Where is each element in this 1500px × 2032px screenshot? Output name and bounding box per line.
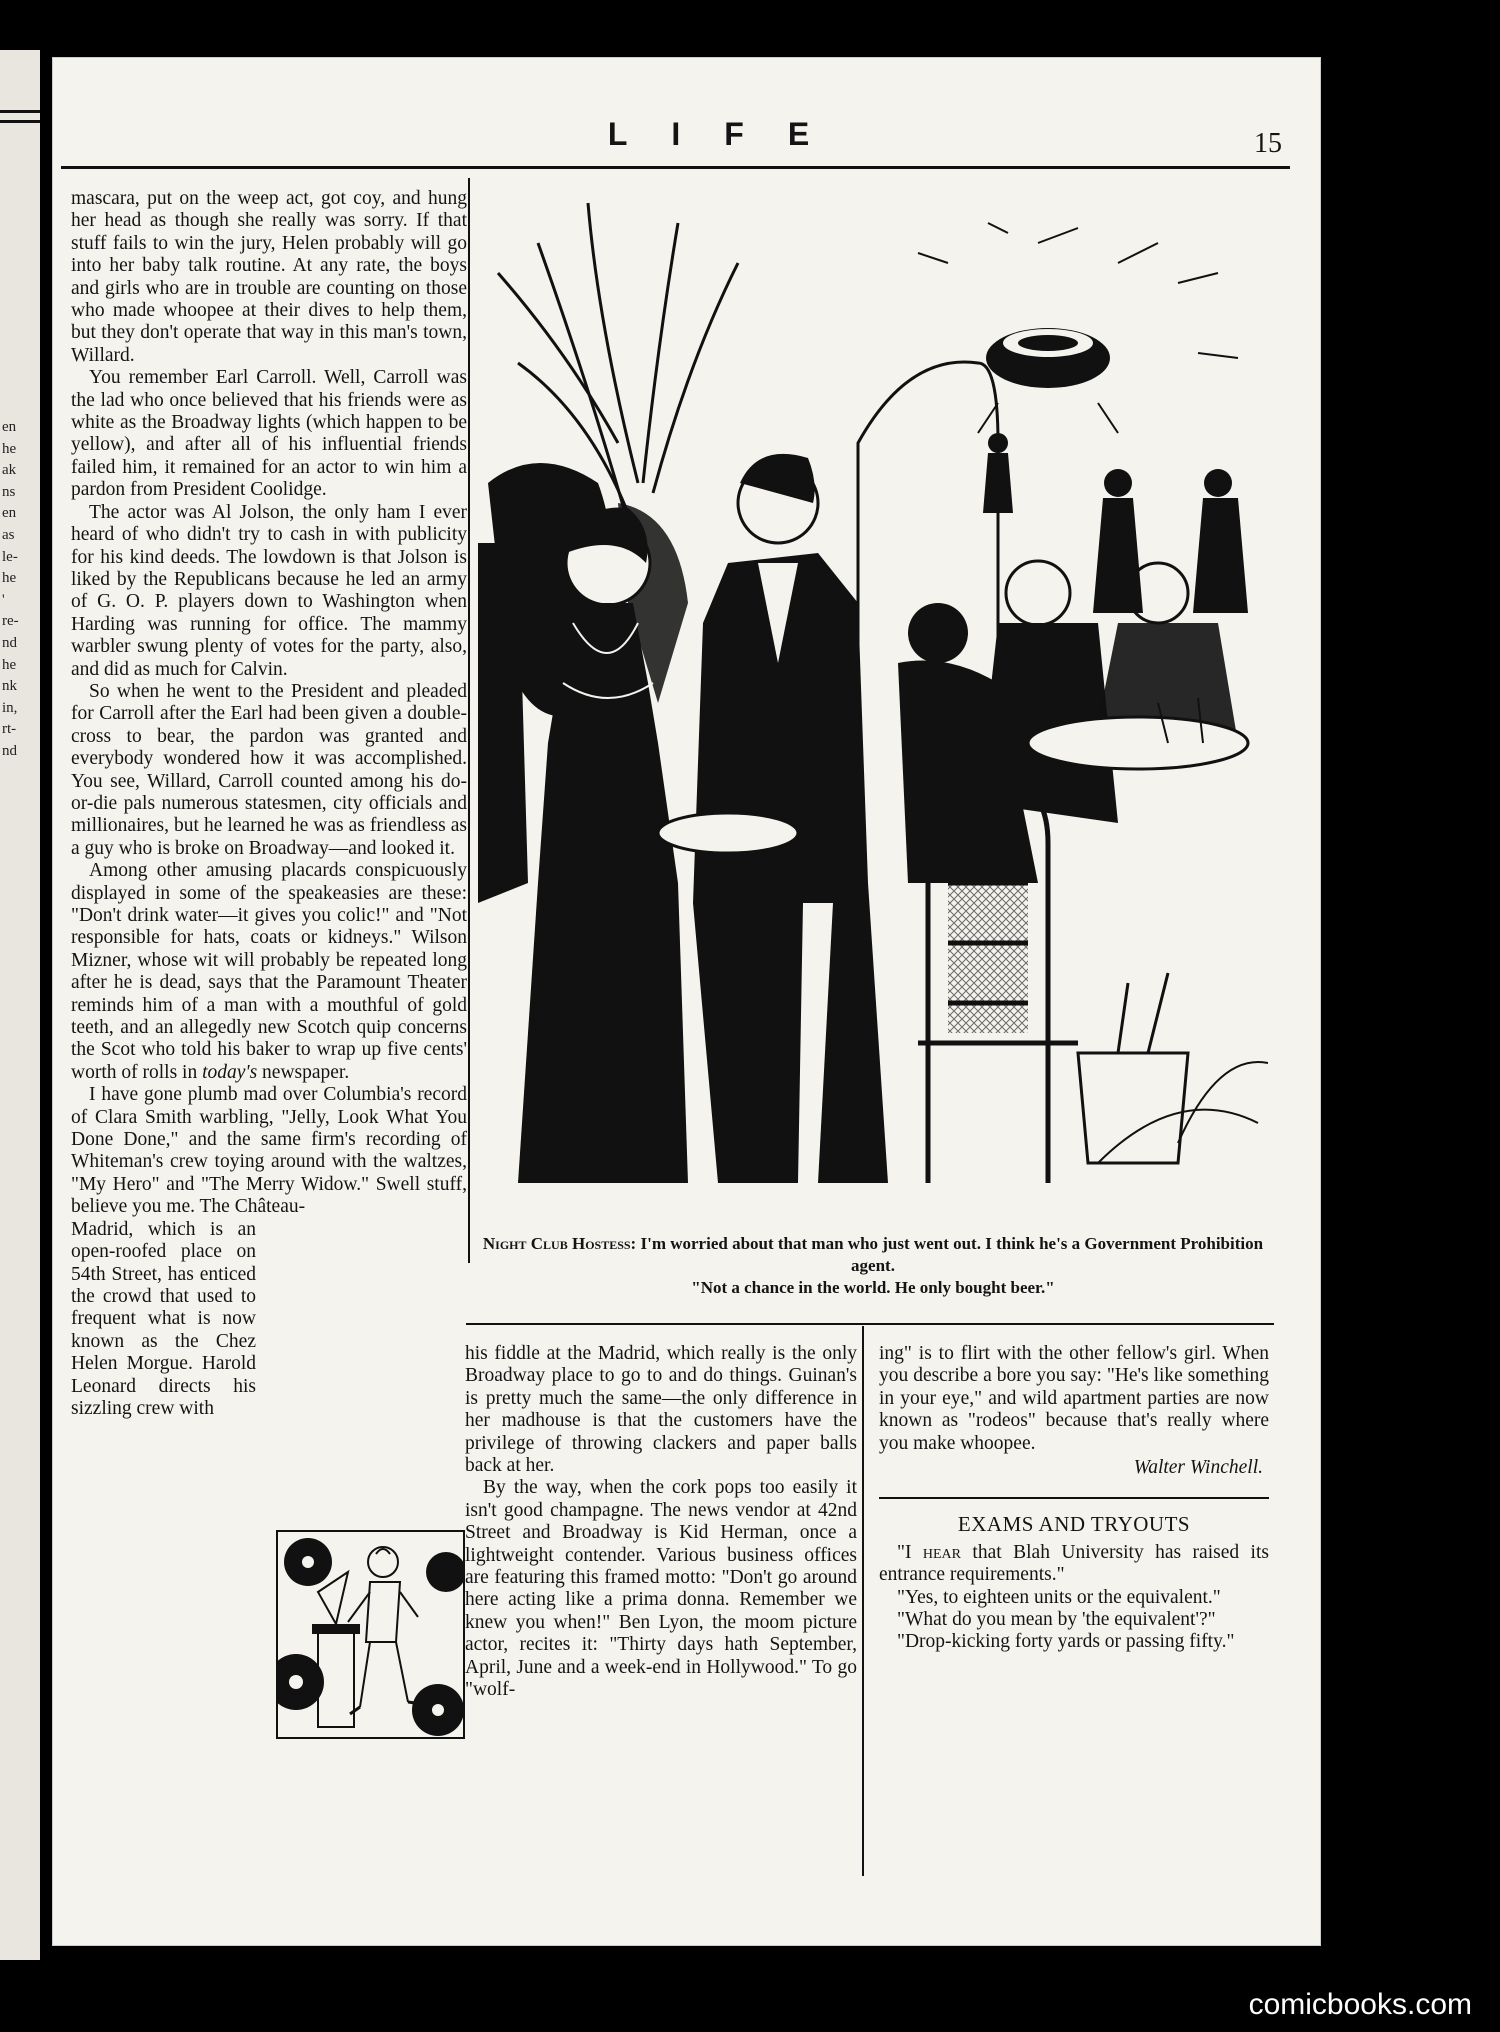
margin-fragment: nd (2, 635, 17, 651)
paragraph: You remember Earl Carroll. Well, Carroll was the lad who once believed that his friends were as white as the Broadway lights (which happen to be yellow), and after all of his influential friends failed him, it remained for an actor to win him a pardon from President Coolidge. (71, 367, 467, 501)
cartoon-illustration (478, 183, 1268, 1243)
column-divider (862, 1326, 864, 1876)
watermark: comicbooks.com (1248, 1988, 1472, 2021)
paragraph: "Drop-kicking forty yards or passing fifty." (897, 1631, 1235, 1653)
paragraph: his fiddle at the Madrid, which really is the only Broadway place to go to and do things. Guinan's is pretty much the same—the only difference in her madhouse is that the customers have the privilege of throwing clackers and paper balls back at her. (465, 1343, 857, 1477)
caption-line-1 (478, 1233, 1268, 1277)
margin-fragment: en (2, 419, 17, 435)
paragraph: The actor was Al Jolson, the only ham I ever heard of who didn't try to cash in with publicity for his kind deeds. The lowdown is that Jolson is liked by the Republicans because he led an army of G. O. P. players down to Washington when Harding was running for office. The mammy warbler swung plenty of votes for the party, also, and did as much for Calvin. (71, 501, 467, 680)
margin-fragment: he (2, 440, 17, 457)
margin-fragment: in, (2, 699, 18, 716)
paragraph: "Yes, to eighteen units or the equivalent." (897, 1586, 1221, 1608)
section-title: EXAMS AND TRYOUTS (957, 1512, 1191, 1537)
margin-fragment: as (2, 527, 15, 543)
paragraph: mascara, put on the weep act, got coy, and hung her head as though she really was sorry. If that stuff fails to win the jury, Helen probably will go into her baby talk routine. At any rate, the boys and girls who are in trouble are counting on those who made whoopee at their dives to help them, but they don't operate that way in this man's town, Willard. (71, 188, 467, 366)
magazine-page (53, 58, 1320, 1945)
caption-text: I'm worried about that man who just went out. I think he's a Government Prohibition agent. (636, 1234, 1264, 1275)
page-number: 15 (1254, 128, 1282, 159)
strip-rule (0, 120, 40, 123)
column-right (879, 1343, 1269, 1654)
margin-fragment: re- (2, 613, 19, 630)
page-header (53, 58, 1320, 168)
column-divider (468, 178, 470, 1263)
masthead: LIFE (607, 116, 854, 152)
phonograph-drawing (278, 1532, 463, 1737)
paragraph-text: that Blah University has raised its entrance requirements." (879, 1541, 1269, 1586)
margin-fragment: ns (2, 483, 16, 500)
margin-fragment: rt- (2, 721, 17, 738)
paragraph: So when he went to the President and pleaded for Carroll after the Earl had been given a double-cross to bear, the pardon was granted and everybody wondered how it was accomplished. You see, Willard, Carroll counted among his do-or-die pals numerous statesmen, city officials and millionaires, but he learned he was as friendless as a guy who is broke on Broadway—and looked it. (71, 680, 467, 859)
paragraph (879, 1542, 1269, 1587)
margin-fragment: nd (2, 743, 17, 759)
author-signature: Walter Winchell. (1133, 1457, 1263, 1479)
strip-rule (0, 110, 40, 113)
margin-fragment: he (2, 570, 17, 587)
emphasis-text: today's (202, 1061, 258, 1083)
cartoon-caption (478, 1233, 1268, 1299)
caption-speaker: Night Club Hostess: (482, 1234, 637, 1253)
paragraph: ing" is to flirt with the other fellow's girl. When you describe a bore you say: "He's like something in your eye," and wild apartment parties are now known as "rodeos" because that's really where you make whoopee. (879, 1343, 1269, 1454)
caption-rule (466, 1323, 1274, 1325)
spot-illustration-phonograph (276, 1530, 465, 1739)
margin-fragment: he (2, 656, 17, 673)
margin-fragment: nk (2, 678, 17, 695)
paragraph: Madrid, which is an open-roofed place on 54th Street, has enticed the crowd that used to frequent what is now known as the Chez Helen Morgue. Harold Leonard directs his sizzling crew with (71, 1218, 256, 1419)
column-left (71, 188, 467, 1420)
header-rule (61, 166, 1290, 169)
column-middle (465, 1343, 857, 1702)
paragraph: By the way, when the cork pops too easily it isn't good champagne. The news vendor at 42nd Street and Broadway is Kid Herman, once a lightweight contender. Various business offices are featuring this framed motto: "Don't go around here acting like a prima donna. Remember we knew you when!" Ben Lyon, the moom picture actor, recites it: "Thirty days hath September, April, June and a week-end in Hollywood." To go "wolf- (465, 1477, 857, 1701)
nightclub-cartoon (478, 183, 1268, 1223)
lead-in: "I hear (897, 1541, 961, 1563)
paragraph (71, 860, 467, 1084)
margin-fragment: ' (2, 591, 5, 608)
paragraph-text: Among other amusing placards conspicuously displayed in some of the speakeasies are these: "Don't drink water—it gives you colic!" and "Not responsible for hats, coats or kidneys." Wilson Mizner, whose wit will probably be repeated long after he is dead, says that the Paramount Theater reminds him of a man with a mouthful of gold teeth, and an allegedly new Scotch quip concerns the Scot who told his baker to wrap up five cents' worth of rolls in (71, 860, 467, 1083)
section-rule (879, 1497, 1269, 1499)
margin-fragment: ak (2, 462, 17, 479)
paragraph: "What do you mean by 'the equivalent'?" (897, 1609, 1216, 1631)
paragraph: I have gone plumb mad over Columbia's record of Clara Smith warbling, "Jelly, Look What You Done Done," and the same firm's recording of Whiteman's crew toying around with the waltzes, "My Hero" and "The Merry Widow." Swell stuff, believe you me. The Château- (71, 1084, 467, 1218)
margin-fragment: le- (2, 548, 18, 565)
margin-fragment: en (2, 505, 17, 522)
adjacent-page-strip (0, 50, 40, 1960)
paragraph-text: newspaper. (257, 1061, 350, 1083)
caption-line-2: "Not a chance in the world. He only bought beer." (691, 1278, 1055, 1297)
